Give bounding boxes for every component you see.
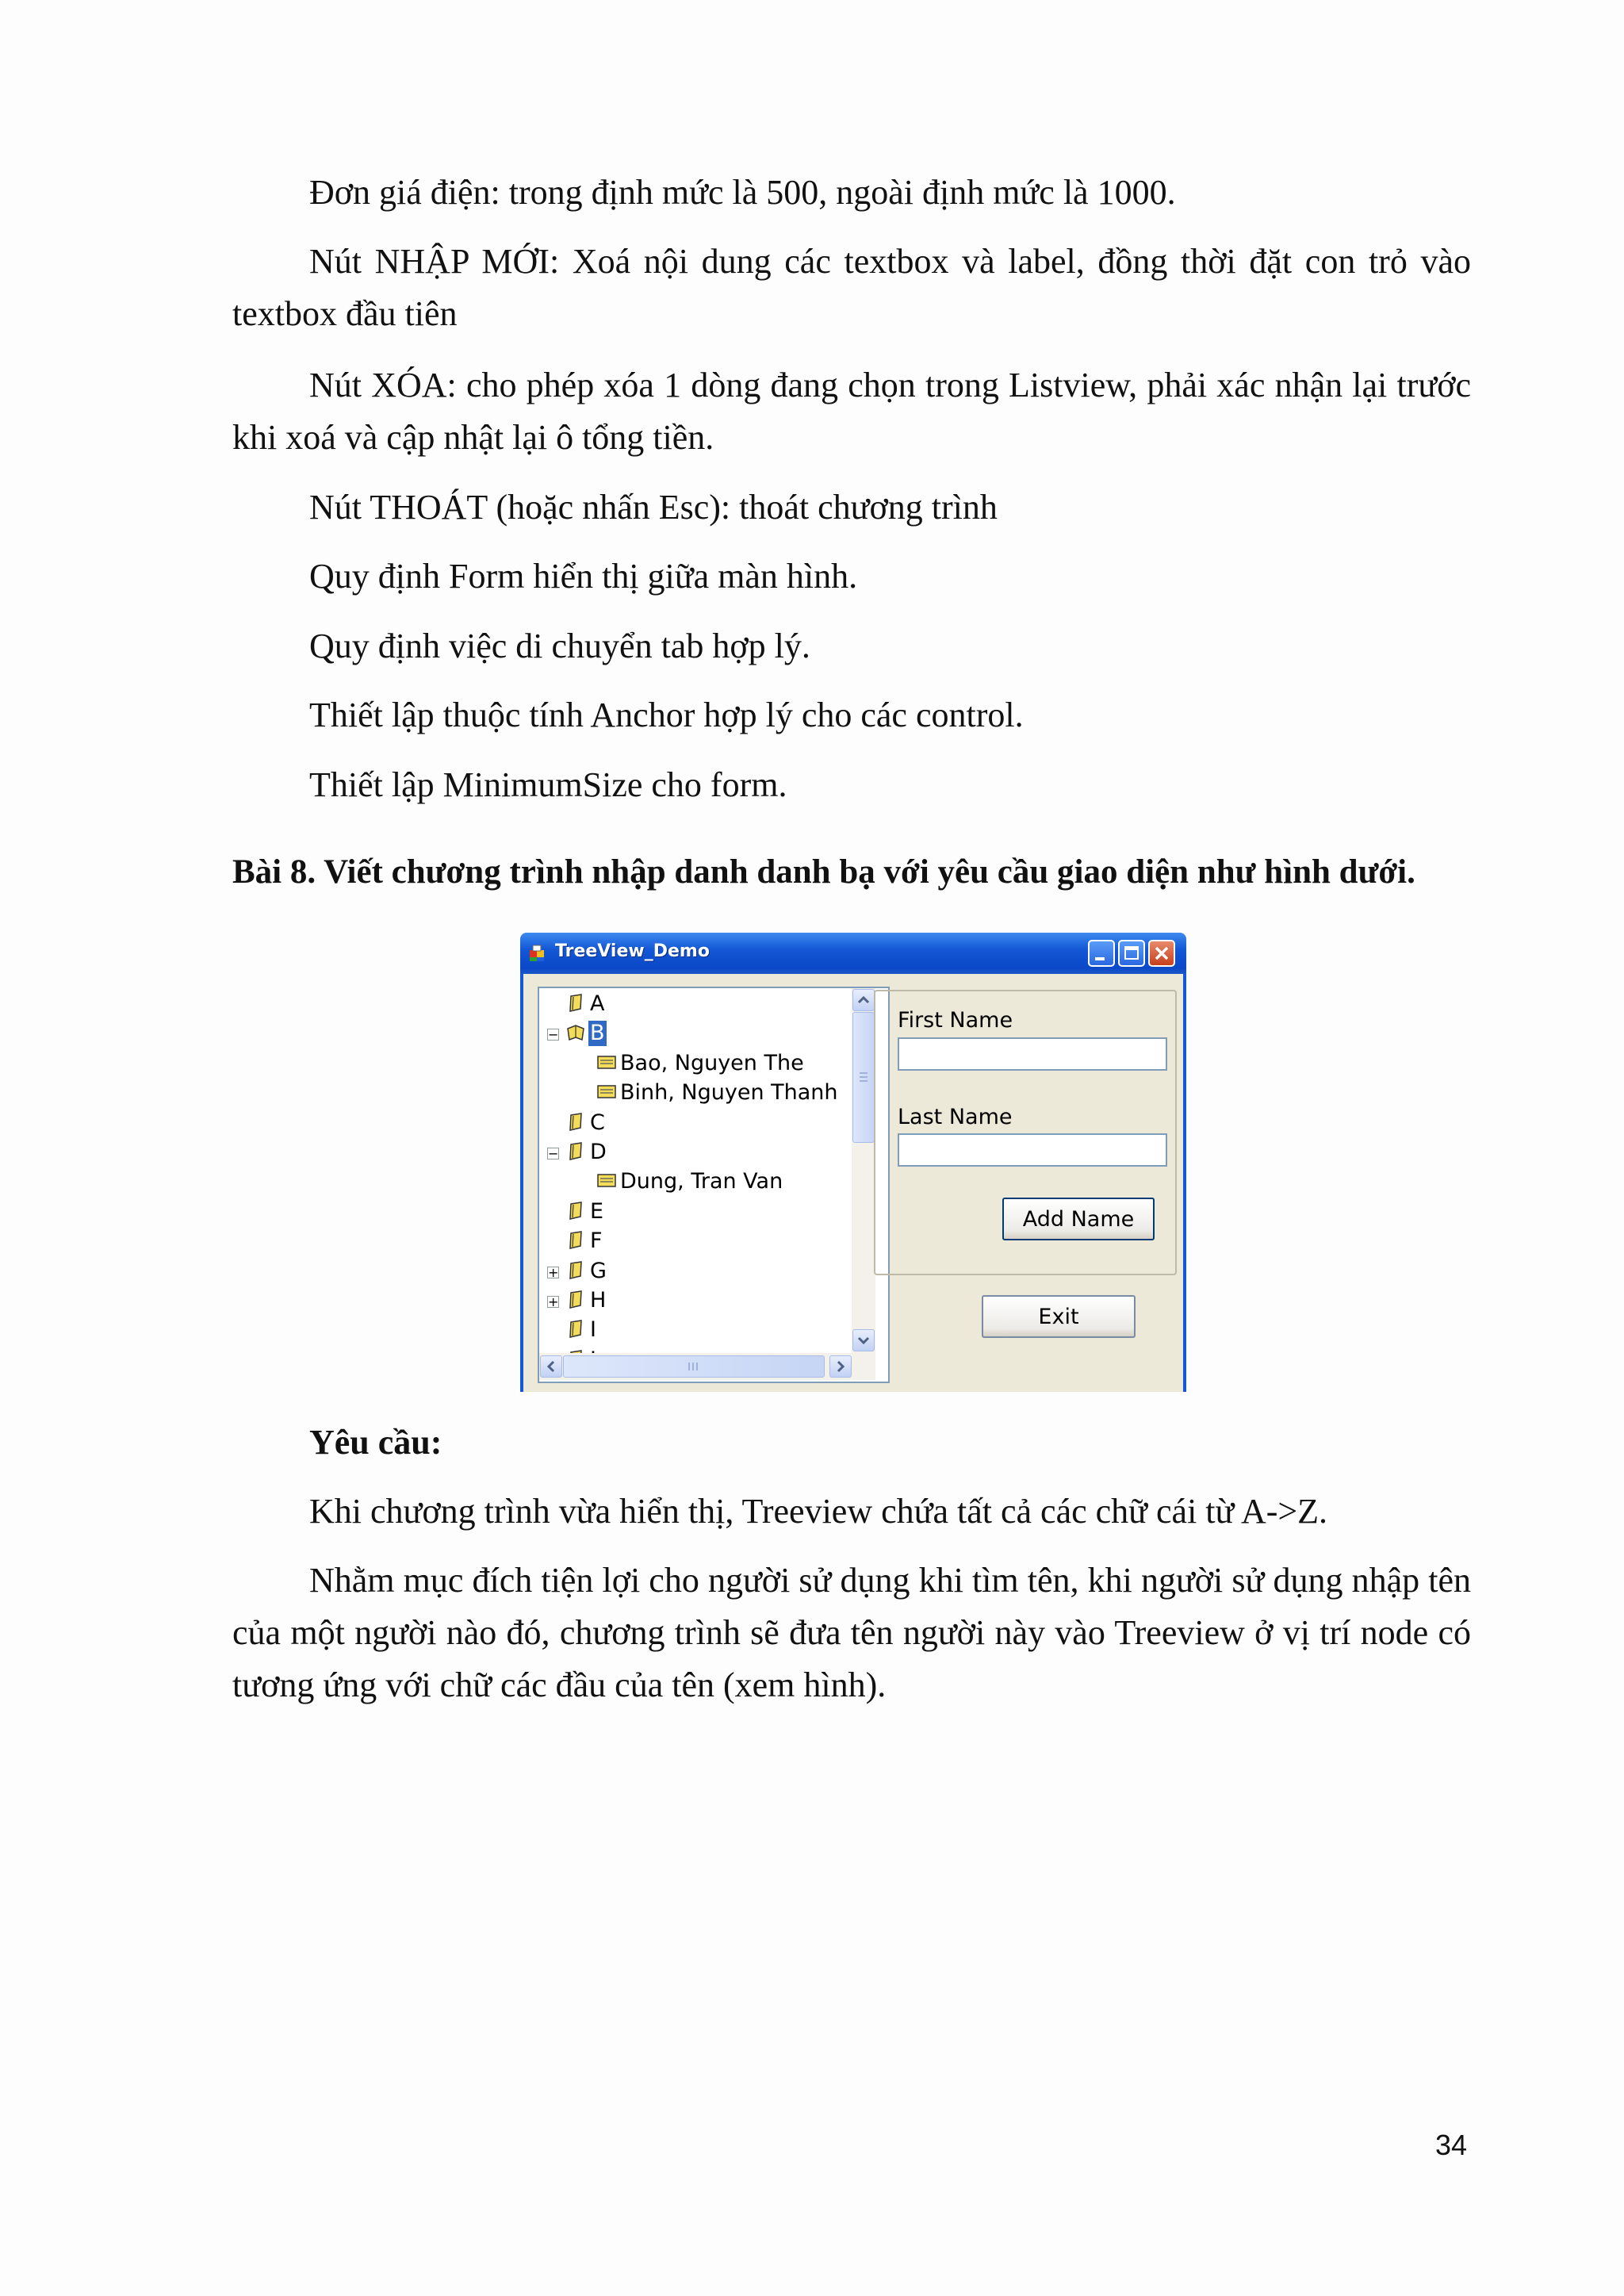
expander-glyph: +: [548, 1264, 559, 1280]
paragraph: Nút NHẬP MỚI: Xoá nội dung các textbox và label, đồng thời đặt con trỏ vào textbox đầu tiên: [232, 242, 1471, 333]
tree-node-label: E: [590, 1198, 604, 1224]
exercise-heading: Bài 8. Viết chương trình nhập danh danh bạ với yêu cầu giao diện như hình dưới.: [232, 853, 1415, 891]
contact-card-icon: [596, 1052, 617, 1071]
app-icon: [528, 944, 547, 963]
collapse-icon[interactable]: [547, 1029, 559, 1041]
paragraph: Nút XÓA: cho phép xóa 1 dòng đang chọn trong Listview, phải xác nhận lại trước khi xoá và cập nhật lại ô tổng tiền.: [232, 366, 1471, 457]
tree-node-label: C: [590, 1110, 605, 1135]
window-title: TreeView_Demo: [555, 941, 710, 961]
maximize-button[interactable]: [1118, 940, 1145, 967]
book-icon: [566, 1141, 585, 1162]
title-bar: [520, 933, 1186, 974]
minimize-button[interactable]: [1088, 940, 1115, 967]
page-number: 34: [1435, 2129, 1468, 2161]
contact-card-icon: [596, 1171, 617, 1190]
tree-node-letter[interactable]: [539, 1227, 852, 1255]
tree-node-label: G: [590, 1258, 607, 1283]
vertical-scrollbar[interactable]: [852, 988, 875, 1353]
open-book-icon: [566, 1022, 585, 1043]
tree-node-label: B: [590, 1021, 605, 1046]
scroll-right-button[interactable]: [829, 1355, 852, 1378]
exit-button[interactable]: Exit: [982, 1295, 1136, 1338]
book-icon: [566, 1201, 585, 1221]
chevron-down-icon: [853, 1330, 874, 1351]
expander-glyph: +: [548, 1294, 559, 1309]
tree-node-label: A: [590, 991, 605, 1016]
book-icon: [566, 1260, 585, 1281]
scroll-up-button[interactable]: [852, 989, 875, 1011]
tree-node-label: Binh, Nguyen Thanh: [620, 1080, 838, 1106]
chevron-left-icon: [541, 1356, 561, 1377]
tree-node-letter[interactable]: [539, 1198, 852, 1226]
treeview-demo-window: [520, 933, 1186, 1392]
requirements-heading: Yêu cầu:: [309, 1423, 442, 1462]
horizontal-scroll-thumb[interactable]: [563, 1355, 825, 1378]
text-line: Quy định Form hiển thị giữa màn hình.: [309, 557, 858, 596]
tree-node-label: H: [590, 1288, 607, 1313]
contact-card-icon: [596, 1082, 617, 1101]
text-line: Thiết lập MinimumSize cho form.: [309, 765, 787, 804]
book-icon: [566, 1112, 585, 1133]
last-name-label: Last Name: [898, 1105, 1013, 1129]
text-line: Khi chương trình vừa hiển thị, Treeview chứa tất cả các chữ cái từ A->Z.: [309, 1492, 1328, 1531]
tree-node-label: F: [590, 1228, 603, 1254]
tree-node-contact[interactable]: [539, 1167, 852, 1196]
chevron-right-icon: [830, 1356, 851, 1377]
tree-node-letter[interactable]: [539, 1286, 852, 1315]
text-line: Quy định việc di chuyển tab hợp lý.: [309, 627, 810, 665]
book-icon: [566, 993, 585, 1014]
book-icon: [566, 1290, 585, 1310]
grip-icon: [853, 1013, 874, 1144]
tree-node-letter[interactable]: [539, 1257, 852, 1286]
expand-icon[interactable]: [547, 1296, 559, 1308]
paragraph: Nhằm mục đích tiện lợi cho người sử dụng khi tìm tên, khi người sử dụng nhập tên của một người nào đó, chương trình sẽ đưa tên người này vào Treeview ở vị trí node có tương ứng với chữ các đầu của tên (xem hình).: [232, 1561, 1471, 1704]
scroll-left-button[interactable]: [540, 1355, 562, 1378]
tree-node-letter[interactable]: [539, 1019, 852, 1048]
vertical-scroll-thumb[interactable]: [852, 1012, 875, 1143]
close-button[interactable]: [1148, 940, 1175, 967]
last-name-input[interactable]: [898, 1133, 1167, 1167]
tree-node-contact[interactable]: [539, 1049, 852, 1078]
text-line: Nút THOÁT (hoặc nhấn Esc): thoát chương trình: [309, 488, 998, 527]
chevron-up-icon: [853, 990, 874, 1010]
window-client-area: [520, 974, 1186, 1392]
tree-node-label: Dung, Tran Van: [620, 1169, 783, 1194]
text-line: Thiết lập thuộc tính Anchor hợp lý cho các control.: [309, 696, 1024, 734]
expander-glyph: −: [548, 1027, 559, 1043]
close-icon: [1150, 941, 1174, 965]
text-line: Đơn giá điện: trong định mức là 500, ngoài định mức là 1000.: [309, 173, 1176, 212]
tree-node-letter[interactable]: [539, 1138, 852, 1167]
tree-node-letter[interactable]: [539, 1316, 852, 1344]
collapse-icon[interactable]: [547, 1148, 559, 1159]
maximize-icon: [1120, 941, 1143, 965]
tree-node-label: I: [590, 1317, 596, 1343]
tree-node-letter[interactable]: [539, 1109, 852, 1137]
grip-icon: [564, 1356, 825, 1377]
horizontal-scrollbar[interactable]: [539, 1353, 875, 1380]
book-icon: [566, 1230, 585, 1251]
scroll-down-button[interactable]: [852, 1329, 875, 1351]
tree-node-contact[interactable]: [539, 1079, 852, 1107]
expand-icon[interactable]: [547, 1264, 559, 1280]
add-name-button[interactable]: Add Name: [1002, 1198, 1155, 1240]
first-name-label: First Name: [898, 1008, 1013, 1033]
book-icon: [566, 1319, 585, 1340]
first-name-input[interactable]: [898, 1037, 1167, 1071]
expander-glyph: −: [548, 1146, 559, 1161]
contacts-treeview[interactable]: [538, 987, 890, 1383]
tree-node-label: D: [590, 1140, 607, 1164]
tree-node-letter[interactable]: [539, 990, 852, 1018]
tree-node-label: Bao, Nguyen The: [620, 1050, 804, 1075]
minimize-icon: [1090, 941, 1113, 965]
